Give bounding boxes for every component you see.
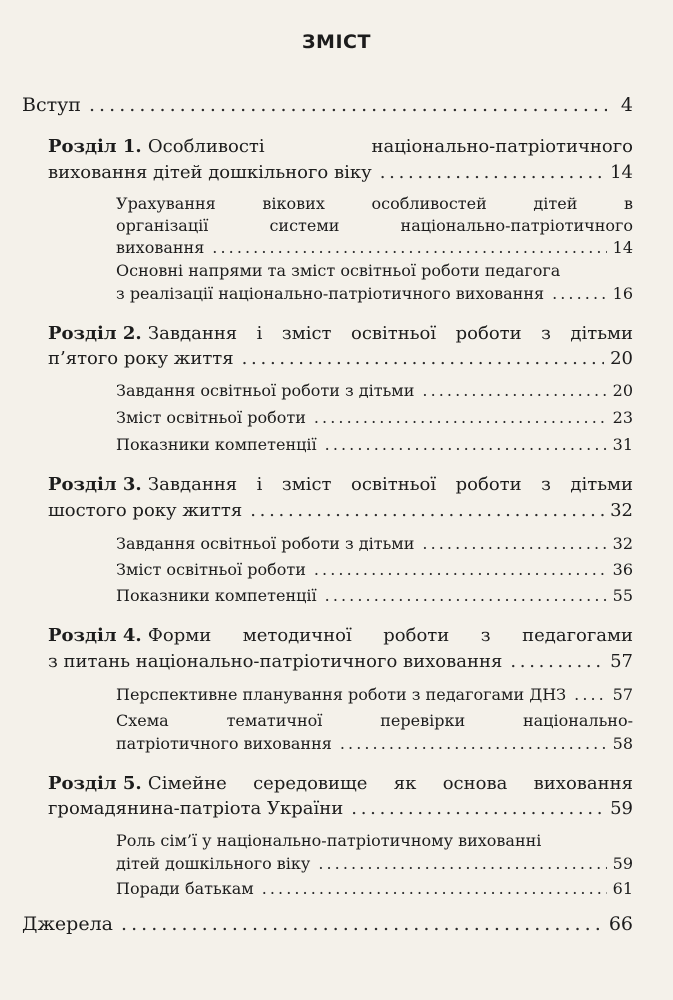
dot-leader (510, 650, 604, 674)
subsection-line2: з реалізації національно-патріотичного виховання (116, 284, 545, 303)
subsection-line2: дітей дошкільного віку (116, 854, 311, 873)
page-number: 14 (612, 238, 633, 257)
dot-leader (574, 683, 607, 707)
toc-subsection (116, 877, 633, 901)
subsection-text: Завдання освітньої роботи з дітьми (116, 534, 415, 553)
toc-subsection (116, 558, 633, 582)
toc-chapter-5-cont (48, 797, 633, 821)
toc-subsection-cont (116, 282, 633, 306)
toc-chapter-3 (48, 473, 633, 497)
subsection-line2: патріотичного виховання (116, 734, 332, 753)
page-number: 36 (612, 560, 633, 579)
subsection-text: Показники компетенції (116, 586, 317, 605)
toc-subsection (116, 259, 633, 283)
toc-chapter-2 (48, 322, 633, 346)
page-number: 31 (612, 435, 633, 454)
page-number: 61 (612, 879, 633, 898)
page-number: 66 (608, 913, 633, 935)
toc-subsection (116, 683, 633, 707)
chapter-title-line1: Завдання і зміст освітньої роботи з дітьми (147, 474, 633, 495)
page-number: 20 (610, 348, 633, 369)
toc-subsection-cont (116, 732, 633, 756)
page-number: 4 (620, 94, 633, 116)
page-number: 23 (612, 408, 633, 427)
subsection-text: Зміст освітньої роботи (116, 408, 306, 427)
toc-subsection-cont (116, 214, 633, 238)
subsection-text: Перспективне планування роботи з педагогами ДНЗ (116, 685, 567, 704)
chapter-label: Розділ 2. (48, 323, 142, 344)
dot-leader (325, 433, 607, 457)
dot-leader (314, 406, 607, 430)
page-title: ЗМІСТ (302, 31, 371, 53)
dot-leader (422, 379, 606, 403)
page-number: 58 (612, 734, 633, 753)
dot-leader (250, 499, 604, 523)
page-number: 32 (612, 534, 633, 553)
page-number: 20 (612, 381, 633, 400)
subsection-text: Зміст освітньої роботи (116, 560, 306, 579)
page-number: 55 (612, 586, 633, 605)
dot-leader (121, 912, 603, 936)
entry-text: Джерела (22, 913, 113, 935)
dot-leader (422, 532, 606, 556)
page-number: 32 (610, 500, 633, 521)
toc-entry-sources (22, 912, 633, 936)
toc-chapter-1-cont (48, 161, 633, 185)
toc-subsection-cont (116, 236, 633, 260)
chapter-title-line2: громадянина-патріота України (48, 798, 344, 819)
subsection-line1: Схема тематичної перевірки національно- (116, 711, 633, 730)
toc-chapter-1 (48, 135, 633, 159)
dot-leader (212, 236, 606, 260)
toc-subsection (116, 379, 633, 403)
toc-chapter-4-cont (48, 650, 633, 674)
toc-chapter-4 (48, 624, 633, 648)
subsection-text: Показники компетенції (116, 435, 317, 454)
subsection-text: Завдання освітньої роботи з дітьми (116, 381, 415, 400)
chapter-label: Розділ 5. (48, 773, 142, 794)
toc-subsection (116, 709, 633, 733)
dot-leader (89, 93, 607, 117)
page-number: 57 (612, 685, 633, 704)
dot-leader (242, 347, 604, 371)
toc-subsection (116, 829, 633, 853)
dot-leader (262, 877, 607, 901)
toc-subsection (116, 192, 633, 216)
chapter-title-line1: Форми методичної роботи з педагогами (147, 625, 633, 646)
dot-leader (314, 558, 607, 582)
chapter-title-line1: Завдання і зміст освітньої роботи з дітьми (147, 323, 633, 344)
page-number: 59 (612, 854, 633, 873)
dot-leader (318, 852, 606, 876)
toc-chapter-2-cont (48, 347, 633, 371)
chapter-title-line2: шостого року життя (48, 500, 243, 521)
dot-leader (325, 584, 607, 608)
toc-subsection (116, 584, 633, 608)
subsection-line1: Урахування вікових особливостей дітей в (116, 194, 633, 213)
subsection-line3: виховання (116, 238, 205, 257)
toc-entry-intro (22, 93, 633, 117)
dot-leader (380, 161, 604, 185)
chapter-title-line1: Сімейне середовище як основа виховання (147, 773, 633, 794)
dot-leader (351, 797, 604, 821)
toc-subsection-cont (116, 852, 633, 876)
page-number: 16 (612, 284, 633, 303)
chapter-title-line2: п’ятого року життя (48, 348, 234, 369)
dot-leader (340, 732, 607, 756)
toc-chapter-5 (48, 772, 633, 796)
toc-subsection (116, 532, 633, 556)
toc-subsection (116, 406, 633, 430)
toc-chapter-3-cont (48, 499, 633, 523)
toc-subsection (116, 433, 633, 457)
chapter-label: Розділ 1. (48, 136, 142, 157)
entry-text: Вступ (22, 94, 81, 116)
page-number: 59 (610, 798, 633, 819)
subsection-line1: Роль сім’ї у національно-патріотичному вихованні (116, 831, 542, 850)
chapter-title-line2: з питань національно-патріотичного виховання (48, 651, 503, 672)
subsection-line1: Основні напрями та зміст освітньої роботи педагога (116, 261, 561, 280)
chapter-title-line2: виховання дітей дошкільного віку (48, 162, 372, 183)
subsection-line2: організації системи національно-патріотичного (116, 216, 633, 235)
page-number: 14 (610, 162, 633, 183)
chapter-title-line1: Особливості національно-патріотичного (147, 136, 633, 157)
dot-leader (552, 282, 607, 306)
subsection-text: Поради батькам (116, 879, 254, 898)
chapter-label: Розділ 3. (48, 474, 142, 495)
page-number: 57 (610, 651, 633, 672)
chapter-label: Розділ 4. (48, 625, 142, 646)
